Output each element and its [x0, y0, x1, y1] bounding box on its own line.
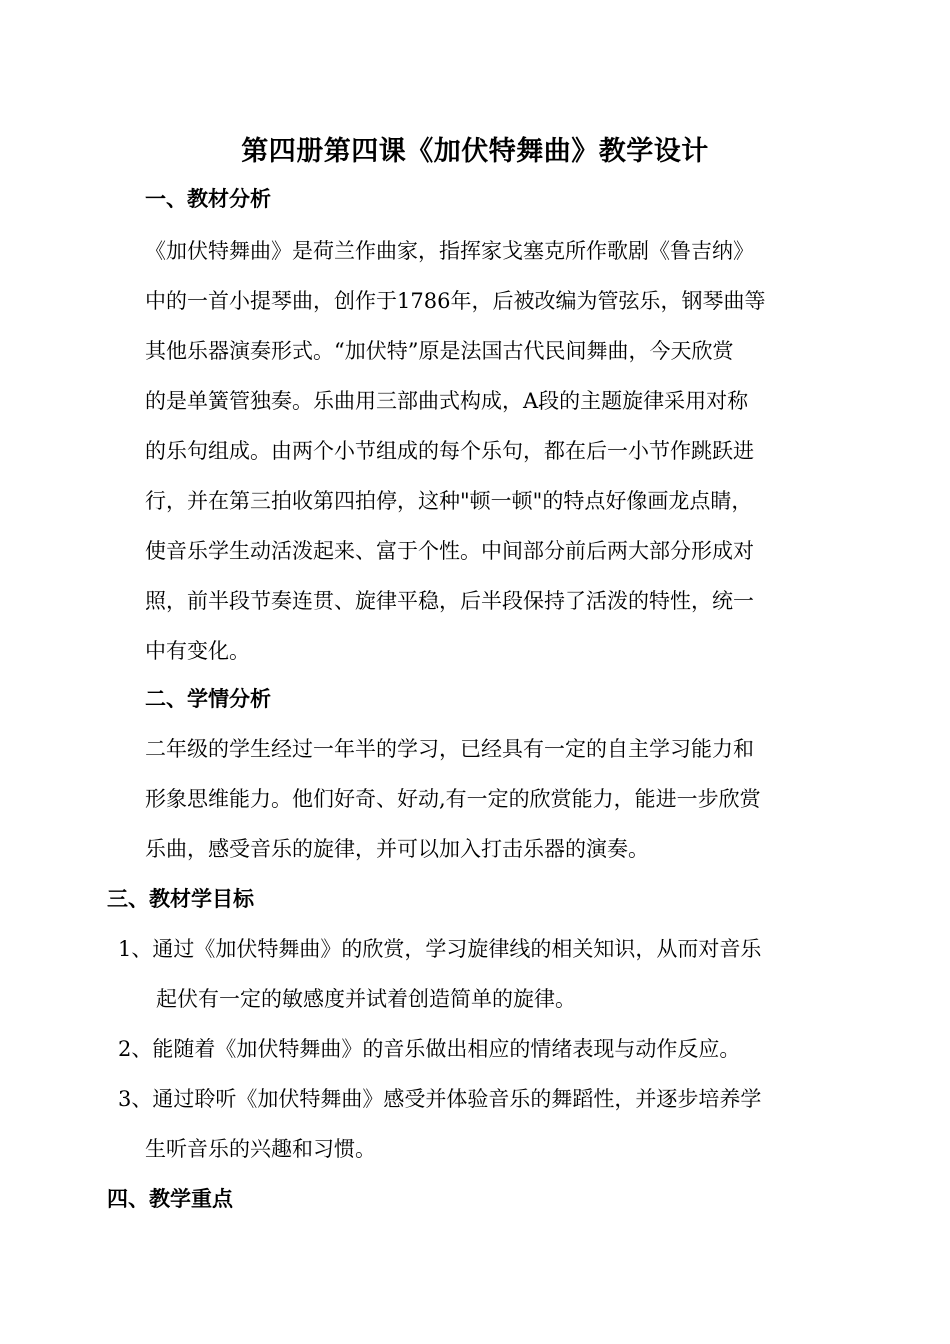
section1-line: 的是单簧管独奏。乐曲用三部曲式构成，A段的主题旋律采用对称	[145, 389, 749, 413]
objective-item-1: 1、通过《加伏特舞曲》的欣赏，学习旋律线的相关知识，从而对音乐	[118, 937, 762, 961]
section1-line: 照，前半段节奏连贯、旋律平稳，后半段保持了活泼的特性，统一	[145, 589, 754, 613]
section3-heading: 三、教材学目标	[107, 886, 254, 911]
section1-line: 行，并在第三拍收第四拍停，这种"顿一顿"的特点好像画龙点睛，	[145, 489, 753, 513]
section1-line: 《加伏特舞曲》是荷兰作曲家，指挥家戈塞克所作歌剧《鲁吉纳》	[145, 239, 754, 263]
section1-line: 中的一首小提琴曲，创作于1786年，后被改编为管弦乐，钢琴曲等	[145, 289, 766, 313]
section1-heading: 一、教材分析	[145, 186, 271, 211]
objective-item-3-cont: 生听音乐的兴趣和习惯。	[145, 1137, 376, 1161]
section2-heading: 二、学情分析	[145, 686, 271, 711]
section1-line: 中有变化。	[145, 639, 250, 663]
section1-line: 其他乐器演奏形式。“加伏特”原是法国古代民间舞曲，今天欣赏	[145, 339, 734, 363]
section2-line: 二年级的学生经过一年半的学习，已经具有一定的自主学习能力和	[145, 737, 754, 761]
section1-line: 使音乐学生动活泼起来、富于个性。中间部分前后两大部分形成对	[145, 539, 754, 563]
section4-heading: 四、教学重点	[107, 1186, 233, 1211]
objective-item-1-cont: 起伏有一定的敏感度并试着创造简单的旋律。	[156, 987, 576, 1011]
objective-item-2: 2、能随着《加伏特舞曲》的音乐做出相应的情绪表现与动作反应。	[118, 1037, 741, 1061]
section2-line: 形象思维能力。他们好奇、好动,有一定的欣赏能力，能进一步欣赏	[145, 787, 761, 811]
objective-item-3: 3、通过聆听《加伏特舞曲》感受并体验音乐的舞蹈性，并逐步培养学	[118, 1087, 762, 1111]
section1-line: 的乐句组成。由两个小节组成的每个乐句，都在后一小节作跳跃进	[145, 439, 754, 463]
section2-line: 乐曲，感受音乐的旋律，并可以加入打击乐器的演奏。	[145, 837, 649, 861]
document-title: 第四册第四课《加伏特舞曲》教学设计	[241, 136, 709, 167]
